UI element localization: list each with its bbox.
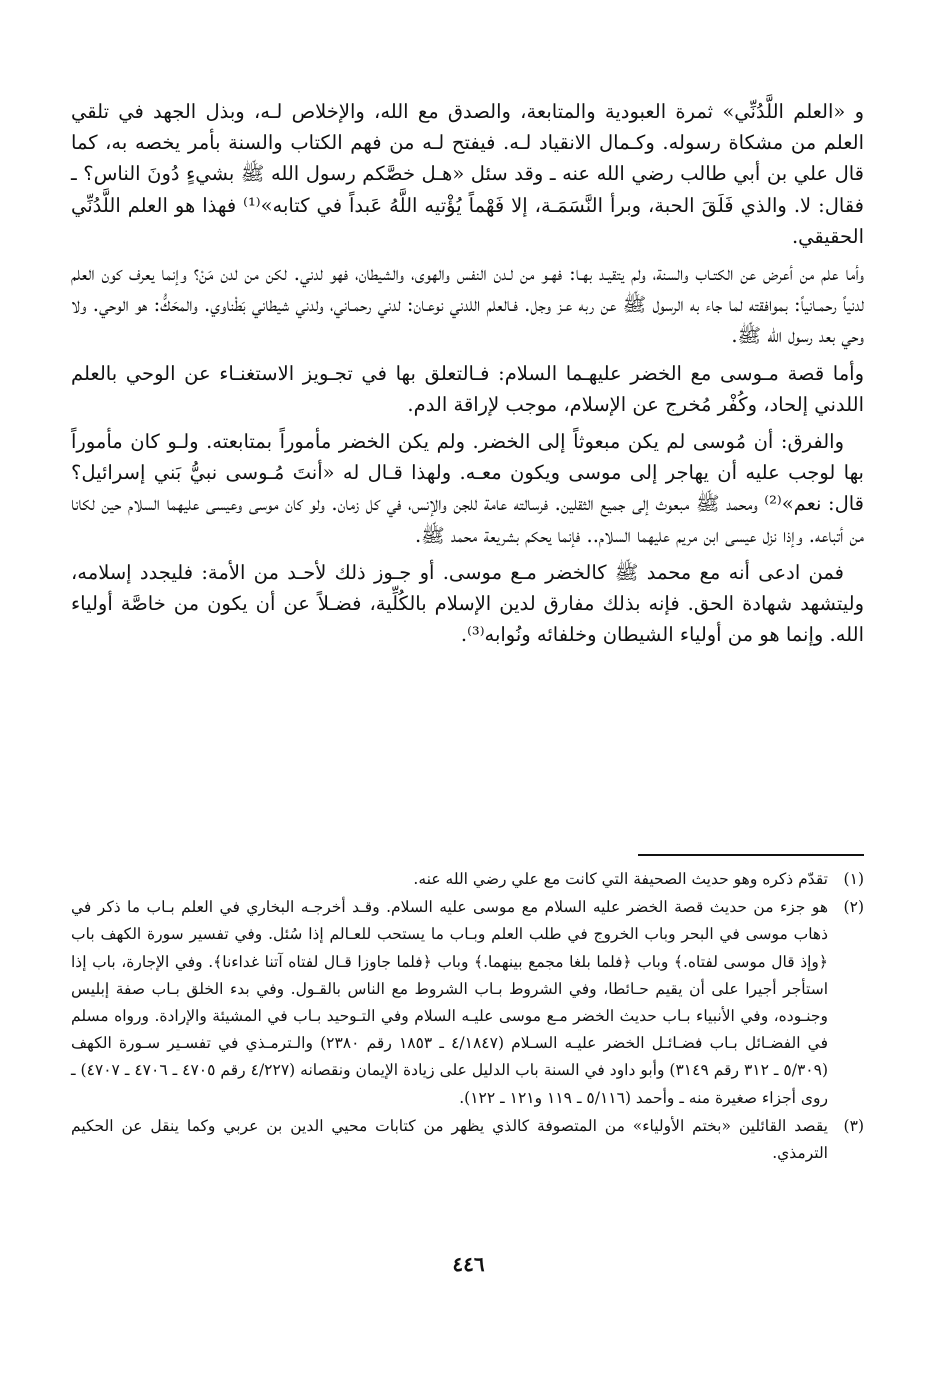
footnote-separator [638, 854, 864, 856]
footnote-number: (٣) [843, 1116, 864, 1135]
footnotes [71, 866, 864, 1168]
footnote-2 [71, 894, 864, 1112]
footnote-text: هو جزء من حديث قصة الخضر عليه السلام مع موسى عليه السلام. وقـد أخرجـه البخاري في العلم بـاب ما ذكر في ذهاب موسى في البحر وباب الخروج في طلب العلم وبـاب ما يستحب للعـالم إذا سُئل. وفي تفسير سورة الكهف باب ﴿وإذ قال موسى لفتاه.﴾ وباب ﴿فلما بلغا مجمع بينهما.﴾ وباب ﴿فلما جاوزا قـال لفتاه آتنا غداءنا﴾. وفي الإجارة، باب إذا استأجر أجيرا على أن يقيم حـائطا، وفي الشروط بـاب الشروط مع الناس بالقـول. وفي بدء الخلق بـاب صفة إبليس وجنـوده، وفي الأنبياء بـاب حديث الخضر مـع موسى عليـه السلام وفي التـوحيد بـاب في المشيئة والإرادة. ورواه مسلم في الفضـائل بـاب فضـائـل الخضر عليـه السـلام (٤/١٨٤٧ ـ ١٨٥٣ رقم ٢٣٨٠) والـترمـذي في تفسـير سـورة الكهف (٥/٣٠٩ ـ ٣١٢ رقم ٣١٤٩) وأبو داود في السنة باب الدليل على زيادة الإيمان ونقصانه (٤/٢٢٧ رقم ٤٧٠٥ ـ ٤٧٠٦ ـ ٤٧٠٧) ـ روى أجزاء صغيرة منه ـ وأحمد (٥/١١٦ ـ ١١٩ و١٢١ ـ ١٢٢). [71, 898, 829, 1107]
main-text [71, 96, 864, 656]
paragraph-difference: والفرق: أن مُوسى لم يكن مبعوثاً إلى الخضر. ولم يكن الخضر مأموراً بمتابعته. ولـو كان مأموراً بها لوجب عليه أن يهاجر إلى موسى ويكون معـه. ولهذا قـال له «أنتَ مُـوسى نبيُّ بَني إسرائيل؟ قال: نعم»⁽²⁾ ومحمد ﷺ مبعوث إلى جميع الثقلين. فرسالته عامة للجن والإنس، في كل زمان. ولو كان موسى وعيسى عليهما السلام حين لكانا من أتباعه. وإذا نزل عيسى ابن مريم عليهما السلام.. فإنما يحكم بشريعة محمد ﷺ. [71, 430, 864, 547]
footnote-3 [71, 1113, 864, 1167]
paragraph-ilm-shaytani: وأما علم من أعرض عن الكتـاب والسنة، ولم يتقيـد بهـا: فهـو من لـدن النفس والهوى، والشيطان، فهو لدني. لكن من لدن مَنْ؟ وإنما يعرف كون العلم لدنياً رحمـانياً: بموافقته لما جاء به الرسول ﷺ عن ربه عـز وجل. فـالعلم اللدني نوعـان: لدني رحمـاني، ولدني شيطاني بَطْناوي. والمحَكُّ: هو الوحي. ولا وحي بعد رسول الله ﷺ. [71, 262, 864, 348]
footnote-number: (٢) [843, 898, 864, 917]
paragraph-ruling: فمن ادعى أنه مع محمد ﷺ كالخضر مـع موسى. أو جـوز ذلك لأحـد من الأمة: فليجدد إسلامه، وليتشهد شهادة الحق. فإنه بذلك مفارق لدين الإسلام بالكُلِّية، فضـلاً عن أن يكون من خاصَّة أولياء الله. وإنما هو من أولياء الشيطان وخلفائه ونُوابه⁽³⁾. [71, 560, 864, 647]
footnote-1 [71, 866, 864, 893]
footnote-number: (١) [843, 870, 864, 888]
footnote-text: تقدّم ذكره وهو حديث الصحيفة التي كانت مع علي رضي الله عنه. [413, 870, 828, 888]
paragraph-musa-khidr: وأما قصة مـوسى مع الخضر عليهـما السلام: فـالتعلق بها في تجـويز الاستغنـاء عن الوحي بالعلم اللدني إلحاد، وكُفْر مُخرج عن الإسلام، موجب لإراقة الدم. [71, 361, 864, 416]
footnote-text: يقصد القائلين «بختم الأولياء» من المتصوفة كالذي يظهر من كتابات محيي الدين بن عربي وكما ينقل عن الحكيم الترمذي. [71, 1116, 828, 1163]
paragraph-ilm-ladunni: و «العلم اللَّدُنِّي» ثمرة العبودية والمتابعة، والصدق مع الله، والإخلاص لـه، وبذل الجهد في تلقي العلم من مشكاة رسوله. وكـمال الانقياد لـه. فيفتح لـه من فهم الكتاب والسنة بأمر يخصه به، كما قال علي بن أبي طالب رضي الله عنه ـ وقد سئل «هـل خصَّكم رسول الله ﷺ بشيءٍ دُونَ الناس؟ ـ فقال: لا. والذي فَلَقَ الحبة، وبرأ النَّسَمَـة، إلا فَهْماً يُؤْتيه اللَّهُ عَبداً في كتابه»⁽¹⁾ فهذا هو العلم اللَّدُنِّي الحقيقي. [71, 100, 864, 248]
page-number: ٤٤٦ [452, 1252, 485, 1276]
